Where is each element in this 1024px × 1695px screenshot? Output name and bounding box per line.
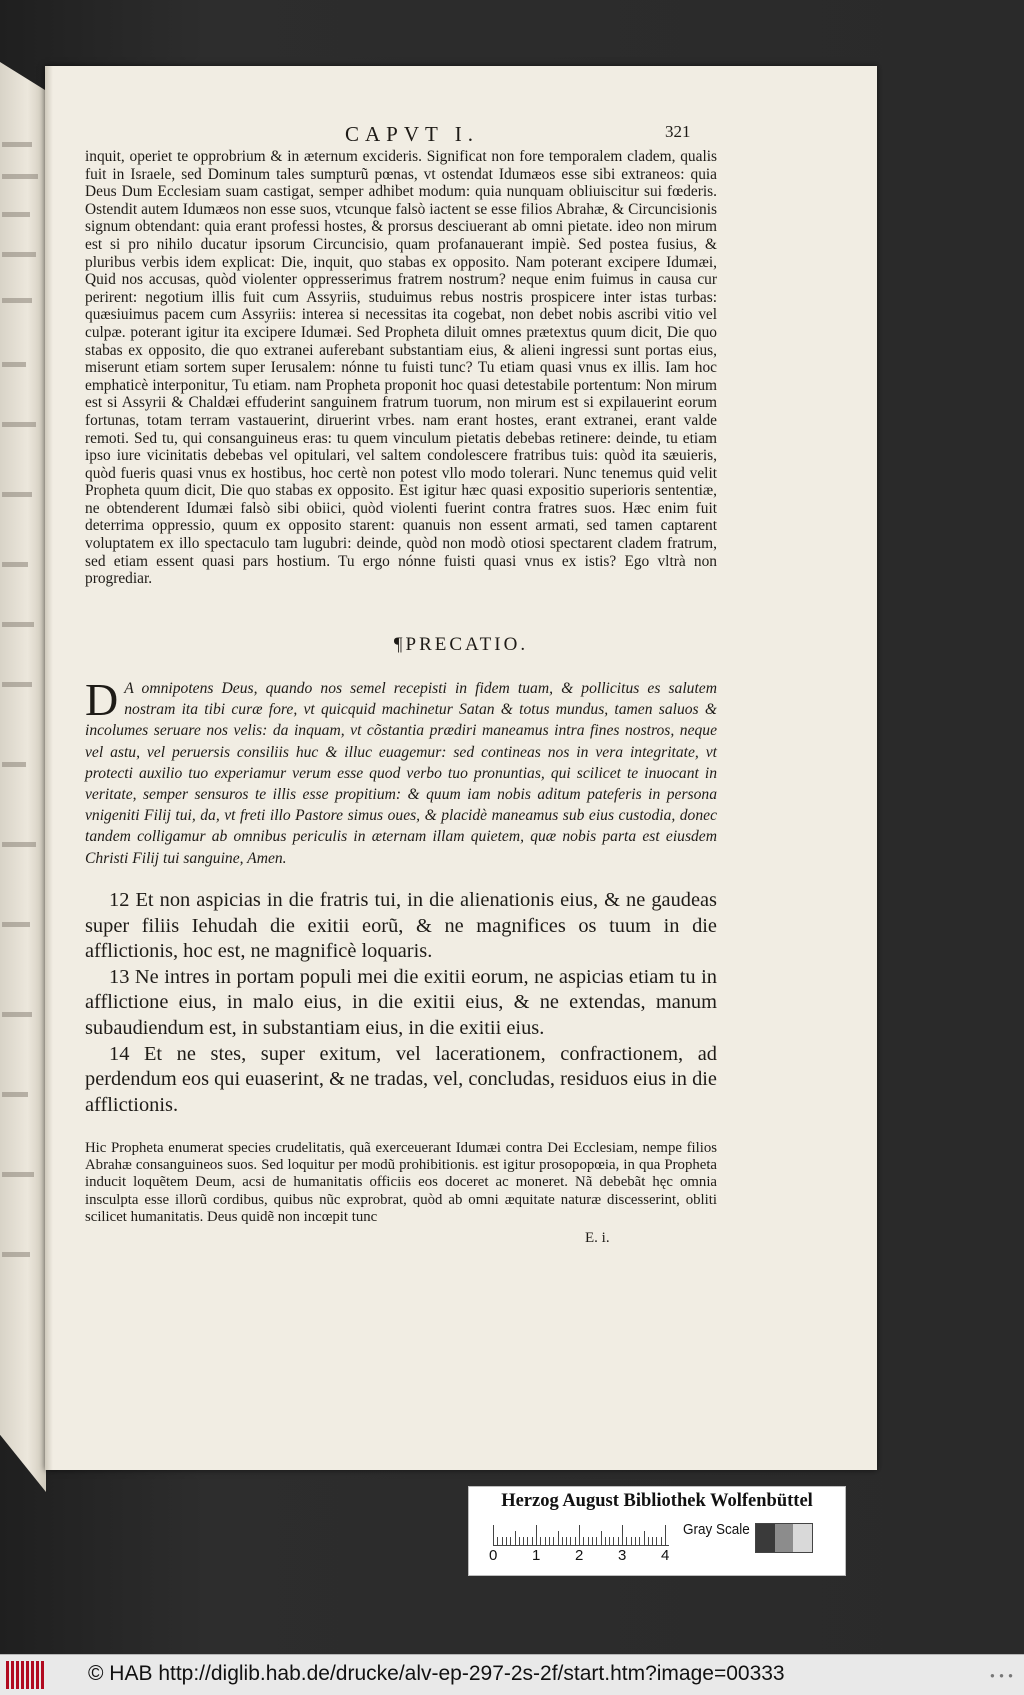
book-page [45, 66, 877, 1470]
running-head [45, 122, 877, 150]
ruler-tick [497, 1537, 498, 1545]
ruler-tick [618, 1537, 619, 1545]
scale-label-4: 4 [661, 1547, 670, 1564]
ruler-tick [588, 1537, 589, 1545]
ruler-tick [652, 1537, 653, 1545]
ruler-tick [592, 1537, 593, 1545]
ruler-tick [635, 1537, 636, 1545]
gray-swatch-dark [756, 1524, 775, 1552]
verse-12: 12 Et non aspicias in die fratris tui, in die alienationis eius, & ne gaudeas super filiis Iehudah die exitii eorũ, & ne magnifices os tuum in die afflictionis, hoc est, ne magnificè loquaris. [85, 889, 717, 963]
gray-scale-label: Gray Scale [683, 1521, 750, 1538]
ruler-tick [626, 1537, 627, 1545]
scale-ruler [493, 1523, 669, 1546]
ruler-tick [609, 1537, 610, 1545]
ruler-tick [583, 1537, 584, 1545]
ruler-tick [562, 1537, 563, 1545]
ruler-tick [510, 1537, 511, 1545]
ruler-tick [545, 1537, 546, 1545]
library-color-card [468, 1486, 846, 1576]
page-number: 321 [665, 122, 691, 141]
ruler-tick [558, 1531, 559, 1545]
ruler-tick [553, 1537, 554, 1545]
verse-13: 13 Ne intres in portam populi mei die exitii eorum, ne aspicias etiam tu in afflictione eius, in malo eius, in die exitii eius, & ne extendas, manum subaudiendum est, in substantiam eius, in die exitii eius. [85, 965, 717, 1039]
scale-label-3: 3 [618, 1547, 627, 1564]
ruler-tick [596, 1537, 597, 1545]
ruler-tick [540, 1537, 541, 1545]
ruler-tick [601, 1531, 602, 1545]
ruler-tick [502, 1537, 503, 1545]
ruler-tick [493, 1525, 494, 1545]
previous-page-edge [0, 62, 46, 1492]
library-name: Herzog August Bibliothek Wolfenbüttel [501, 1491, 813, 1511]
ruler-tick [575, 1537, 576, 1545]
ruler-tick [605, 1537, 606, 1545]
footer-bar [0, 1654, 1024, 1695]
precatio-heading: ¶PRECATIO. [393, 634, 529, 655]
drop-cap-initial: D [85, 674, 119, 725]
ruler-tick [622, 1525, 623, 1545]
prayer-body: A omnipotens Deus, quando nos semel recepisti in fidem tuam, & pollicitus es salutem nostram ita tibi curæ fore, vt quicquid machinetur Satan & totus mundus, tamen saluos & incolumes seruare nos velis: da inquam, vt cõstantia prædiri maneamus intra fines nostros, neque vel astu, vel peruersis consiliis huc & illuc euagemur: sed contineas nos in vera integritate, vt protecti auxilio tuo experiamur verum esse quod verbo tuo pronuntias, qui scilicet te inuocant in veritate, semper sensuros te illis esse propitium: & quum iam nobis aditum pateferis in persona vnigeniti Filij tui, da, vt freti illo Pastore simus oues, & placidè maneamus sub eius custodia, donec tandem colligamur ab omnibus periculis in æternam illam quietem, quæ nobis parta est eiusdem Christi Filij tui sanguine, Amen. [85, 680, 717, 867]
ruler-tick [661, 1537, 662, 1545]
ruler-tick [665, 1525, 666, 1545]
ruler-tick [515, 1531, 516, 1545]
ruler-tick [613, 1537, 614, 1545]
scale-label-2: 2 [575, 1547, 584, 1564]
hab-logo-icon [6, 1661, 46, 1689]
chapter-title: CAPVT I. [345, 122, 479, 146]
ruler-tick [566, 1537, 567, 1545]
gray-swatch-mid [775, 1524, 794, 1552]
notes-text: Hic Propheta enumerat species crudelitatis, quã exerceuerant Idumæi contra Dei Ecclesiam, nempe filios Abrahæ consanguineos suos. Sed loquitur per modũ prohibitionis. est igitur prosopopœia, in qua Propheta inducit loquẽtem Deum, acsi de humanitatis officiis eos doceret ac moneret. Nã debebãt hęc omnia insculpta esse illorũ cordibus, quibus nũc exprobrat, quòd ab omni æquitate naturæ discesserint, obliti scilicet humanitatis. Deus quidẽ non incœpit tunc [85, 1140, 717, 1225]
gray-scale-swatches [755, 1523, 813, 1553]
scripture-verses [85, 888, 717, 1118]
ruler-tick [506, 1537, 507, 1545]
signature-mark: E. i. [585, 1230, 610, 1246]
gray-swatch-light [793, 1524, 812, 1552]
ruler-tick [532, 1537, 533, 1545]
footer-dots-icon: ● ● ● [990, 1671, 1014, 1680]
ruler-tick [570, 1537, 571, 1545]
ruler-tick [549, 1537, 550, 1545]
ruler-tick [648, 1537, 649, 1545]
ruler-tick [631, 1537, 632, 1545]
ruler-tick [656, 1537, 657, 1545]
prayer-text [85, 674, 717, 869]
ruler-tick [523, 1537, 524, 1545]
commentary-text: inquit, operiet te opprobrium & in æternum excideris. Significat non fore temporalem cladem, qualis fuit in Israele, sed Dominum tales sumpturũ pœnas, vt ostendat Idumæos esse sibi extraneos: quia Deus Dum Ecclesiam suam castigat, semper adhibet modum: quia nunquam obliuiscitur sui fœderis. Ostendit autem Idumæos non esse suos, vtcunque falsò iactent se esse filios Abrahæ, & Circuncisionis signum obtendant: quia erant professi hostes, & prorsus desciuerant ab omni pietate. ideo non mirum est si pro nihilo ducatur ipsorum Circuncisio, quam profanauerant impiè. Sed postea fusius, & pluribus verbis idem explicat: Die, inquit, quo stabas ex opposito. Nam poterant excipere Idumæi, Quid nos accusas, quòd violenter oppresserimus fratrem nostrum? neque enim fuimus in causa cur perirent: negotium illis fuit cum Assyriis, studuimus rebus nostris prospicere inter istas turbas: quæsiuimus pacem cum Assyriis: interea si necessitas ita cogebat, non debet nobis ascribi vitio vel culpæ. poterant igitur ita excipere Idumæi. Sed Propheta diluit omnes prætextus quum dicit, Die quo stabas ex opposito, die quo extranei auferebant substantiam eius, & alieni ingressi sunt portas eius, miserunt etiam sortem super Ierusalem: nónne tu fuisti tunc? Tu etiam quasi vnus ex illis. Iam hoc emphaticè interponitur, Tu etiam. nam Propheta proponit hoc quasi detestabile portentum: Non mirum est si Assyrii & Chaldæi effuderint sanguinem fratrum tuorum, non mirum est si expilauerint eorum fortunas, totam terram vastauerint, diruerint vrbes. nam erant hostes, erant extranei, erant valde remoti. Sed tu, qui consanguineus eras: tu quem vinculum pietatis debebas retinere: deinde, tu etiam ipso iure vicinitatis debebas vel opitulari, vel saltem condolescere fratribus tuis: quòd ita sæuieris, quòd fueris quasi vnus ex hostibus, hoc certè non potest vllo modo tolerari. Nunc tenemus quid velit Propheta quum dicit, Die quo stabas ex opposito. Est igitur hæc quasi expositio superioris sententiæ, ne obtenderent Idumæi falsò sibi obiici, quòd violenti fuerint contra fratres suos. Hæc enim fuit deterrima oppressio, quum ex opposito starent: quanuis non essent armati, sed tamen captarent voluptatem ex illo spectaculo tam lugubri: deinde, quòd non modò otiosi spectarent cladem fratrum, sed etiam essent quasi pars hostium. Tu ergo nónne fuisti quasi vnus ex istis? Ego vltrà non progrediar. [85, 148, 717, 588]
ruler-tick [579, 1525, 580, 1545]
scale-label-0: 0 [489, 1547, 498, 1564]
scale-label-1: 1 [532, 1547, 541, 1564]
ruler-tick [536, 1525, 537, 1545]
verse-14: 14 Et ne stes, super exitum, vel lacerationem, confractionem, ad perdendum eos qui euaserint, & ne tradas, vel, concludas, residuos eius in die afflictionis. [85, 1042, 717, 1116]
ruler-tick [527, 1537, 528, 1545]
page-binding-edge [45, 66, 53, 1470]
ruler-tick [519, 1537, 520, 1545]
copyright-url[interactable]: © HAB http://diglib.hab.de/drucke/alv-ep-297-2s-2f/start.htm?image=00333 [88, 1662, 785, 1685]
ruler-tick [639, 1537, 640, 1545]
ruler-tick [644, 1531, 645, 1545]
